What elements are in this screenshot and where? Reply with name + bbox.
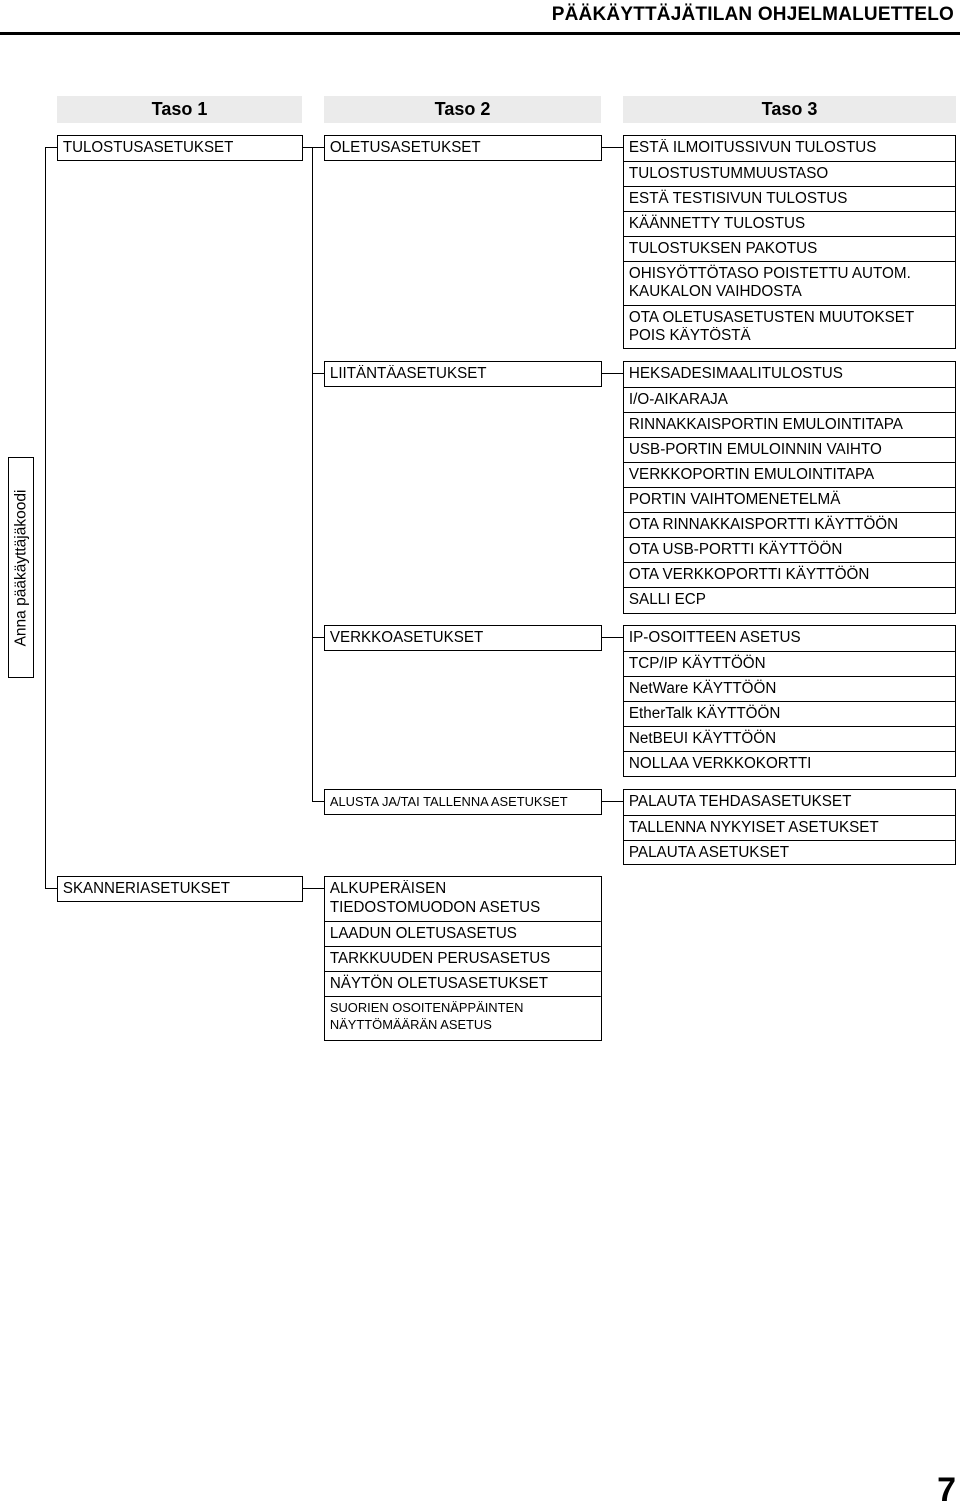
menu-item-direct-address-keys-line2[interactable]: NÄYTTÖMÄÄRÄN ASETUS bbox=[329, 1017, 492, 1032]
menu-item-original-file-format-line1[interactable]: ALKUPERÄISEN bbox=[329, 880, 447, 897]
menu-item-restore-factory[interactable]: PALAUTA TEHDASASETUKSET bbox=[628, 793, 852, 810]
connector-line bbox=[601, 373, 623, 374]
admin-code-entry-text: Anna pääkäyttäjäkoodi bbox=[12, 489, 29, 646]
menu-item-direct-address-keys-line1[interactable]: SUORIEN OSOITENÄPPÄINTEN bbox=[325, 996, 601, 1016]
menu-scanner-settings[interactable] bbox=[57, 876, 303, 902]
scanner-settings-submenu bbox=[324, 876, 602, 1041]
connector-line bbox=[302, 147, 324, 148]
menu-interface-settings[interactable] bbox=[324, 361, 602, 387]
menu-item-label: ALUSTA JA/TAI TALLENNA ASETUKSET bbox=[329, 794, 568, 809]
menu-item-enable-parallel-port[interactable]: OTA RINNAKKAISPORTTI KÄYTTÖÖN bbox=[624, 512, 955, 537]
menu-item-default-quality[interactable]: LAADUN OLETUSASETUS bbox=[325, 921, 601, 946]
menu-item-disable-default-changes-line2[interactable]: POIS KÄYTÖSTÄ bbox=[628, 327, 751, 344]
menu-item-enable-network-port[interactable]: OTA VERKKOPORTTI KÄYTTÖÖN bbox=[624, 562, 955, 587]
connector-line bbox=[601, 147, 623, 148]
menu-item-usb-emulation[interactable]: USB-PORTIN EMULOINNIN VAIHTO bbox=[624, 437, 955, 462]
menu-network-settings[interactable] bbox=[324, 625, 602, 651]
menu-item-label: OLETUSASETUKSET bbox=[329, 139, 481, 156]
menu-item-enable-netbeui[interactable]: NetBEUI KÄYTTÖÖN bbox=[624, 726, 955, 751]
menu-item-label: LIITÄNTÄASETUKSET bbox=[329, 365, 487, 382]
menu-item-enable-netware[interactable]: NetWare KÄYTTÖÖN bbox=[624, 676, 955, 701]
init-save-submenu bbox=[623, 789, 956, 865]
menu-item-enable-usb-port[interactable]: OTA USB-PORTTI KÄYTTÖÖN bbox=[624, 537, 955, 562]
menu-item-forced-output[interactable]: TULOSTUKSEN PAKOTUS bbox=[624, 236, 955, 261]
connector-line bbox=[312, 373, 324, 374]
menu-item-port-switching[interactable]: PORTIN VAIHTOMENETELMÄ bbox=[624, 487, 955, 512]
menu-item-allow-ecp[interactable]: SALLI ECP bbox=[624, 587, 955, 613]
column-header-level-3: Taso 3 bbox=[623, 96, 956, 123]
connector-line bbox=[312, 637, 324, 638]
column-header-level-1: Taso 1 bbox=[57, 96, 302, 123]
menu-item-parallel-emulation[interactable]: RINNAKKAISPORTIN EMULOINTITAPA bbox=[624, 412, 955, 437]
menu-item-ip-address[interactable]: IP-OSOITTEEN ASETUS bbox=[628, 629, 801, 646]
menu-print-settings[interactable] bbox=[57, 135, 303, 161]
connector-line bbox=[45, 147, 57, 148]
menu-item-restore-settings[interactable]: PALAUTA ASETUKSET bbox=[624, 840, 955, 865]
menu-item-label: TULOSTUSASETUKSET bbox=[62, 139, 234, 156]
menu-item-label: VERKKOASETUKSET bbox=[329, 629, 484, 646]
menu-item-hex-dump[interactable]: HEKSADESIMAALITULOSTUS bbox=[628, 365, 843, 382]
page-title: PÄÄKÄYTTÄJÄTILAN OHJELMALUETTELO bbox=[551, 4, 954, 25]
admin-code-entry-label bbox=[8, 457, 34, 678]
menu-item-enable-ethertalk[interactable]: EtherTalk KÄYTTÖÖN bbox=[624, 701, 955, 726]
menu-item-enable-tcpip[interactable]: TCP/IP KÄYTTÖÖN bbox=[624, 651, 955, 676]
menu-item-label: SKANNERIASETUKSET bbox=[62, 880, 230, 897]
menu-item-io-timeout[interactable]: I/O-AIKARAJA bbox=[624, 387, 955, 412]
menu-item-reset-nic[interactable]: NOLLAA VERKKOKORTTI bbox=[624, 751, 955, 776]
menu-item-bypass-auto-line1[interactable]: OHISYÖTTÖTASO POISTETTU AUTOM. bbox=[624, 261, 955, 281]
connector-line bbox=[312, 801, 324, 802]
menu-init-save-settings[interactable] bbox=[324, 789, 602, 815]
page-number: 7 bbox=[937, 1471, 956, 1509]
level-1-trunk-line bbox=[45, 147, 46, 888]
default-settings-submenu bbox=[623, 135, 956, 349]
connector-line bbox=[601, 801, 623, 802]
menu-item-display-defaults[interactable]: NÄYTÖN OLETUSASETUKSET bbox=[325, 971, 601, 996]
network-settings-submenu bbox=[623, 625, 956, 777]
menu-item-disable-notice-page[interactable]: ESTÄ ILMOITUSSIVUN TULOSTUS bbox=[628, 139, 877, 156]
menu-item-print-density[interactable]: TULOSTUSTUMMUUSTASO bbox=[624, 161, 955, 186]
menu-item-default-resolution[interactable]: TARKKUUDEN PERUSASETUS bbox=[325, 946, 601, 971]
header-rule bbox=[0, 32, 960, 35]
menu-default-settings[interactable] bbox=[324, 135, 602, 161]
connector-line bbox=[601, 637, 623, 638]
menu-item-original-file-format-line2[interactable]: TIEDOSTOMUODON ASETUS bbox=[329, 899, 541, 916]
level-2-trunk-line bbox=[312, 147, 313, 802]
menu-item-store-current[interactable]: TALLENNA NYKYISET ASETUKSET bbox=[624, 815, 955, 840]
menu-item-disable-default-changes-line1[interactable]: OTA OLETUSASETUSTEN MUUTOKSET bbox=[624, 305, 955, 325]
column-header-level-2: Taso 2 bbox=[324, 96, 601, 123]
connector-line bbox=[302, 888, 324, 889]
connector-line bbox=[45, 888, 57, 889]
menu-item-bypass-auto-line2[interactable]: KAUKALON VAIHDOSTA bbox=[628, 283, 802, 300]
menu-item-disable-test-page[interactable]: ESTÄ TESTISIVUN TULOSTUS bbox=[624, 186, 955, 211]
menu-item-rotated-print[interactable]: KÄÄNNETTY TULOSTUS bbox=[624, 211, 955, 236]
menu-item-network-emulation[interactable]: VERKKOPORTIN EMULOINTITAPA bbox=[624, 462, 955, 487]
interface-settings-submenu bbox=[623, 361, 956, 614]
